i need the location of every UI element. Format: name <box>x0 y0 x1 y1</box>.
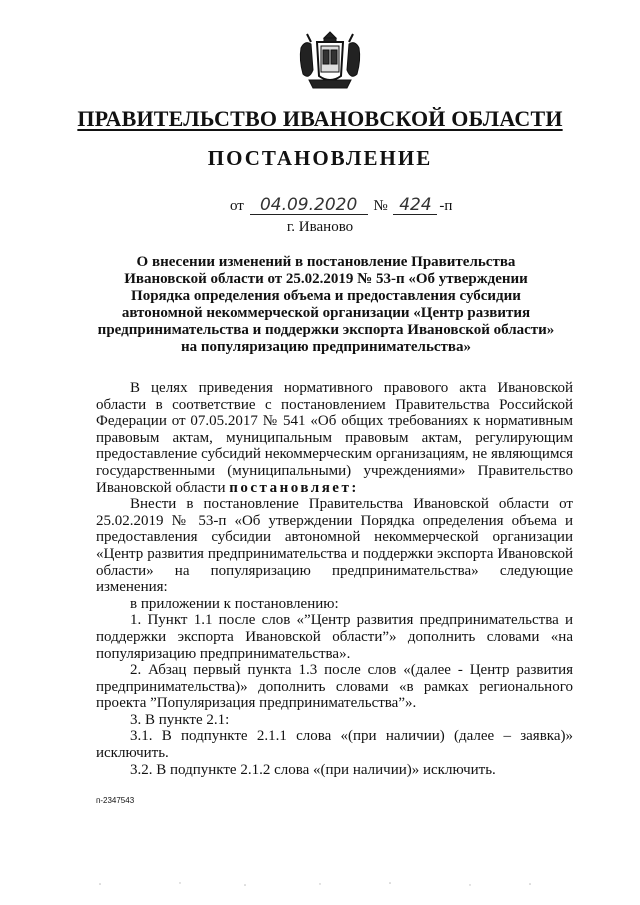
document-code: п-2347543 <box>96 796 135 805</box>
body-paragraph: 1. Пункт 1.1 после слов «”Центр развития предпринимательства и поддержки экспорта Ивановской области”» дополнить словами «на популяризацию предпринимательства». <box>96 612 573 662</box>
scan-artifact <box>60 880 580 888</box>
body-paragraph: 3. В пункте 2.1: <box>130 711 230 728</box>
document-subject: О внесении изменений в постановление Правительства Ивановской области от 25.02.2019 № 53-п «Об утверждении Порядка определения объема и предоставления субсидии автономной некоммерческой организации «Центр развития предпринимательства и поддержки экспорта Ивановской области» на популяризацию предпринимательства» <box>97 254 555 355</box>
coat-of-arms-emblem <box>297 30 363 92</box>
body-paragraph: Внести в постановление Правительства Ивановской области от 25.02.2019 № 53-п «Об утверждении Порядка определения объема и предоставления субсидии автономной некоммерческой организации «Центр развития предпринимательства и поддержки экспорта Ивановской области» на популяризацию предпринимательства» следующие изменения: <box>96 496 573 596</box>
body-paragraph: 3.1. В подпункте 2.1.1 слова «(при наличии) (далее – заявка)» исключить. <box>96 728 573 762</box>
date-number-line <box>230 197 452 215</box>
city: г. Иваново <box>286 219 354 235</box>
organization-title: ПРАВИТЕЛЬСТВО ИВАНОВСКОЙ ОБЛАСТИ <box>77 106 563 131</box>
preamble-paragraph: В целях приведения нормативного правового акта Ивановской области в соответствие с постановлением Правительства Российской Федерации от 07.05.2017 № 541 «Об общих требованиях к нормативным правовым актам, муниципальным правовым актам, регулирующим предоставление субсидий некоммерческим организациям, не являющимся государственными (муниципальными) учреждениями» Правительство Ивановской области постановляет: <box>96 380 573 496</box>
body-paragraph: 3.2. В подпункте 2.1.2 слова «(при наличии)» исключить. <box>130 761 496 778</box>
date-prefix: от <box>230 198 244 214</box>
resolves-word: постановляет: <box>229 479 359 496</box>
document-body <box>96 380 573 778</box>
document-type: ПОСТАНОВЛЕНИЕ <box>207 146 433 170</box>
number-suffix: -п <box>439 198 453 214</box>
handwritten-number: 424 <box>393 197 437 215</box>
body-paragraph: 2. Абзац первый пункта 1.3 после слов «(далее - Центр развития предпринимательства)» дополнить словами «в рамках регионального проекта ”Популяризация предпринимательства”». <box>96 662 573 712</box>
body-paragraph: в приложении к постановлению: <box>130 595 339 612</box>
number-sign: № <box>373 198 388 214</box>
handwritten-date: 04.09.2020 <box>250 197 368 215</box>
